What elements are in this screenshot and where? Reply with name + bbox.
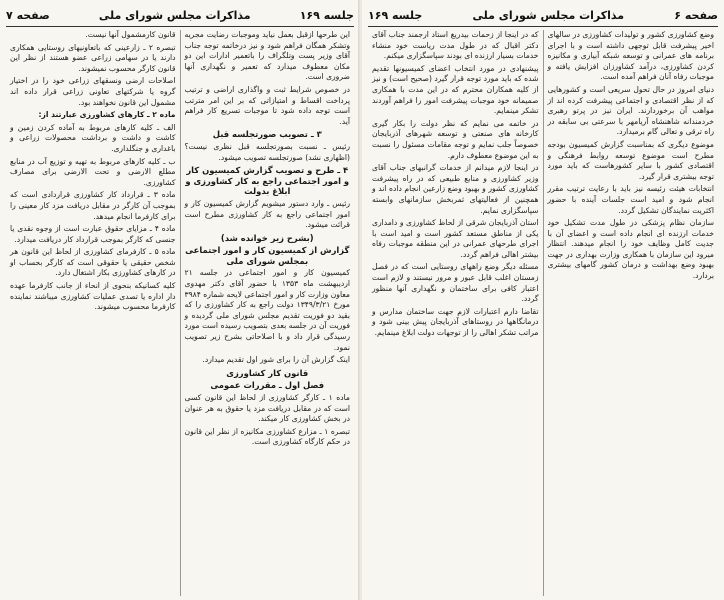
page-6 xyxy=(362,0,724,600)
paragraph: کمیسیون کار و امور اجتماعی در جلسه ۲۱ اردیبهشت ماه ۱۳۵۳ با حضور آقای دکتر مهدوی معاون وزارت کار و امور اجتماعی لایحه شماره ۳۹۸۴ مورخ ۱۳۴۹/۳/۲۱ دولت راجع به کار کشاورزی را که بقید دو فوریت تقدیم مجلس شورای ملی گردیده و فوریت آن در جلسه بعدی بتصویب رسیده است مورد رسیدگی قرار داد و با اصلاحاتی بشرح زیر تصویب نمود. xyxy=(184,268,350,352)
column-right xyxy=(181,30,355,596)
session-number: جلسه ۱۶۹ xyxy=(368,8,423,22)
paragraph: در خاتمه می نمایم که نظر دولت را بکار گیری کارخانه های صنعتی و توسعه شهرهای آذربایجان خصوصاً جلب نمایم و توجه مقامات مسئول را نسبت به این موضوع معطوف دارم. xyxy=(372,118,539,160)
article: ماده ۱ ـ کارگر کشاورزی از لحاظ این قانون کسی است که در مقابل دریافت مزد یا حقوق به هر عنوان در بخش کشاورزی کار میکند. xyxy=(184,393,350,424)
article: ماده ۵ ـ کارفرمای کشاورزی از لحاظ این قانون هر شخص حقیقی یا حقوقی است که کارگر بحساب او در کارهای کشاورزی بکار اشتغال دارد. xyxy=(10,247,176,278)
paragraph: تقاضا دارم اعتبارات لازم جهت ساختمان مدارس و درمانگاهها در روستاهای آذربایجان پیش بینی شود و مراتب تشکر اهالی را از توجهات دولت ابلاغ مینمایم. xyxy=(372,306,539,338)
paragraph: در خصوص شرایط ثبت و واگذاری اراضی و ترتیب پرداخت اقساط و امتیازاتی که بر این امر مترتب است توجه داده شود تا موجبات تسریع کار فراهم آید. xyxy=(184,84,350,126)
page-7 xyxy=(0,0,361,600)
text-columns xyxy=(6,30,354,596)
report-title: گزارش از کمیسیون کار و امور اجتماعی بمجلس شورای ملی xyxy=(185,245,350,266)
note: (بشرح زیر خوانده شد) xyxy=(220,232,314,243)
section-heading: ۴ ـ طرح و تصویب گزارش کمیسیون کار و امور اجتماعی راجع به کار کشاورزی و ابلاغ بدولت xyxy=(185,165,350,197)
publication-title: مذاکرات مجلس شورای ملی xyxy=(472,8,625,22)
paragraph: کلیه کسانیکه بنحوی از انحاء از جانب کارفرما عهده دار اداره یا تصدی عملیات کشاورزی میباشند نماینده کارفرما محسوب میشوند. xyxy=(10,281,176,312)
paragraph: در اینجا لازم میدانم از خدمات گرانبهای جناب آقای وزیر کشاورزی و منابع طبیعی که در راه پیشرفت کشاورزی کشور و بهبود وضع زارعین انجام داده اند و همچنین از فعالیتهای ثمربخش سازمانهای وابسته سپاسگزاری نمایم. xyxy=(372,163,539,215)
paragraph: قانون کارمشمول آنها نیست. xyxy=(85,30,176,39)
paragraph: اینک گزارش آن را برای شور اول تقدیم میدارد. xyxy=(202,355,350,365)
paragraph: سازمان نظام پزشکی در طول مدت تشکیل خود خدمات ارزنده ای انجام داده است و اعضای آن با جدیت کامل وظایف خود را انجام میدهند. انتظار میرود این سازمان با همکاری وزارت بهداری در جهت بهبود وضع بهداشت و درمان کشور گامهای بیشتری بردارد. xyxy=(547,218,714,281)
paragraph: رئیس ـ نسبت بصورتجلسه قبل نظری نیست؟ (اظهاری نشد) صورتجلسه تصویب میشود. xyxy=(184,141,350,162)
text-columns xyxy=(368,30,718,596)
column-left xyxy=(6,30,181,596)
section-heading: ۳ ـ تصویب صورتجلسه قبل xyxy=(212,129,322,140)
paragraph: انتخابات هیئت رئیسه نیز باید با رعایت ترتیب مقرر انجام شود و امید است جلسات آینده با حضور اکثریت نمایندگان تشکیل گردد. xyxy=(547,184,714,215)
session-number: جلسه ۱۶۹ xyxy=(299,8,354,22)
paragraph: پیشنهادی در مورد انتخاب اعضای کمیسیونها تقدیم شده که باید مورد توجه قرار گیرد (صحیح است) و نیز از کلیه همکاران محترم که در این مدت با همکاری صمیمانه خود موجبات پیشرفت امور را فراهم آوردند تشکر مینمایم. xyxy=(372,63,539,116)
page-number: صفحه ۷ xyxy=(6,8,50,22)
article: ماده ۴ ـ مزایای حقوق عبارت است از وجوه نقدی یا جنسی که کارگر بموجب قرارداد کار دریافت میدارد. xyxy=(10,224,176,244)
article: ماده ۳ ـ قرارداد کار کشاورزی قراردادی است که بموجب آن کارگر در مقابل دریافت مزد کار معینی را برای کارفرما انجام میدهد. xyxy=(10,190,176,221)
column-right xyxy=(544,30,719,596)
paragraph: استان آذربایجان شرقی از لحاظ کشاورزی و دامداری یکی از مناطق مستعد کشور است و امید است با اجرای طرحهای عمرانی در این منطقه موجبات رفاه بیشتر اهالی فراهم گردد. xyxy=(372,218,539,259)
article: تبصره ۲ ـ زارعینی که باتعاونیهای روستایی همکاری دارند یا در سهامی زراعی عضو هستند از نظر این قانون کارگر محسوب نمیشوند. xyxy=(10,42,176,73)
paragraph: رئیس ـ وارد دستور میشویم گزارش کمیسیون کار و امور اجتماعی راجع به کار کشاورزی مطرح است قرائت میشود. xyxy=(184,198,350,230)
page-header xyxy=(6,4,354,27)
article: ب ـ کلیه کارهای مربوط به تهیه و توزیع آب در منابع مطلع الارضی و تحت الارضی برای مصارف کشاورزی. xyxy=(10,156,176,187)
paragraph: موضوع دیگری که بمناسبت گزارش کمیسیون بودجه مطرح است موضوع توسعه روابط فرهنگی و اقتصادی کشور با سایر کشورهاست که باید مورد توجه بیشتری قرار گیرد. xyxy=(547,139,714,181)
paragraph: که در اینجا از زحمات بیدریغ استاد ارجمند جناب آقای دکتر اقبال که در طول مدت ریاست خود منشاء خدمات بسیار ارزنده ای بودند سپاسگزاری میکنم. xyxy=(372,30,539,61)
article: الف ـ کلیه کارهای مربوط به آماده کردن زمین و کاشت و داشت و برداشت محصولات زراعی و باغداری و جنگلداری. xyxy=(10,122,176,153)
paragraph: وضع کشاورزی کشور و تولیدات کشاورزی در سالهای اخیر پیشرفت قابل توجهی داشته است و با اجرای برنامه های عمرانی و توسعه شبکه آبیاری و مکانیزه کردن کشاورزی، درآمد کشاورزان افزایش یافته و موجبات رفاه آنان فراهم آمده است. xyxy=(547,30,714,82)
paragraph: دنیای امروز در حال تحول سریعی است و کشورهایی که از نظر اقتصادی و اجتماعی پیشرفت کرده اند از مواهب آن برخوردارند. ایران نیز در پرتو رهبری خردمندانه شاهنشاه آریامهر با سرعتی بی سابقه در راه ترقی و تعالی گام برمیدارد. xyxy=(547,84,714,137)
article: تبصره ۱ ـ مزارع کشاورزی مکانیزه از نظر این قانون در حکم کارگاه کشاورزی است. xyxy=(184,426,350,447)
chapter-heading: فصل اول ـ مقررات عمومی xyxy=(210,380,325,391)
paragraph: اصلاحات ارضی ونسقهای زراعی خود را در اختیار گروه یا شرکتهای تعاونی زراعی قرار داده اند مشمول این قانون نخواهند بود. xyxy=(10,76,176,107)
law-title: قانون کار کشاورزی xyxy=(226,367,309,378)
paragraph: این طرحها ازقبل بعمل نیاید وموجبات رضایت مجریه وتشکر همگان فراهم شود و نیز درخاتمه توجه جناب آقای وزیر پست وتلگراف را باتعمیر ادارات این دو مکان معطوف میدارد که تعمیر و نگهداری آنها ضروری است. xyxy=(184,30,350,82)
paragraph: مسئله دیگر وضع راههای روستایی است که در فصل زمستان اغلب قابل عبور و مرور نیستند و لازم است اعتبار کافی برای ساختمان و نگهداری آنها منظور گردد. xyxy=(372,262,539,304)
page-number: صفحه ۶ xyxy=(674,8,718,22)
column-left xyxy=(368,30,544,596)
page-header xyxy=(368,4,718,27)
publication-title: مذاکرات مجلس شورای ملی xyxy=(98,8,251,22)
article: ماده ۲ ـ کارهای کشاورزی عبارتند از: xyxy=(38,110,176,120)
